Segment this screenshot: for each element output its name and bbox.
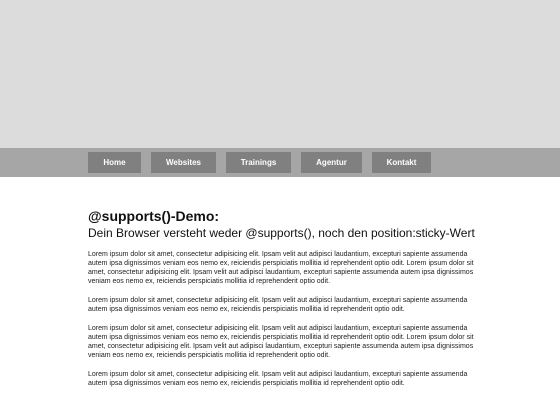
nav-item-trainings[interactable]: Trainings [226, 152, 291, 173]
paragraph: Lorem ipsum dolor sit amet, consectetur adipisicing elit. Ipsam velit aut adipisci laudantium, excepturi sapiente assumenda autem ipsa dignissimos veniam eos nemo ex, reiciendis perspiciatis mollitia id reprehenderit optio odit. [88, 297, 468, 313]
nav-list [88, 152, 431, 173]
header-banner [0, 0, 560, 148]
nav-item-websites[interactable]: Websites [151, 152, 216, 173]
paragraph: Lorem ipsum dolor sit amet, consectetur adipisicing elit. Ipsam velit aut adipisci laudantium, excepturi sapiente assumenda autem ipsa dignissimos veniam eos nemo ex, reiciendis perspiciatis mollitia id reprehenderit optio odit. Lorem ipsum dolor sit amet, consectetur adipisicing elit. Ipsam velit aut adipisci laudantium, excepturi sapiente assumenda autem ipsa dignissimos veniam eos nemo ex, reiciendis perspiciatis mollitia id reprehenderit optio odit. [88, 251, 474, 285]
nav-item-home[interactable]: Home [88, 152, 141, 173]
paragraph: Lorem ipsum dolor sit amet, consectetur adipisicing elit. Ipsam velit aut adipisci laudantium, excepturi sapiente assumenda autem ipsa dignissimos veniam eos nemo ex, reiciendis perspiciatis mollitia id reprehenderit optio odit. [88, 371, 468, 387]
page-title: @supports()-Demo: [88, 208, 220, 224]
paragraph: Lorem ipsum dolor sit amet, consectetur adipisicing elit. Ipsam velit aut adipisci laudantium, excepturi sapiente assumenda autem ipsa dignissimos veniam eos nemo ex, reiciendis perspiciatis mollitia id reprehenderit optio odit. Lorem ipsum dolor sit amet, consectetur adipisicing elit. Ipsam velit aut adipisci laudantium, excepturi sapiente assumenda autem ipsa dignissimos veniam eos nemo ex, reiciendis perspiciatis mollitia id reprehenderit optio odit. [88, 325, 474, 359]
paragraph-list [88, 250, 480, 388]
page-subtitle: Dein Browser versteht weder @supports(), noch den position:sticky-Wert [88, 226, 475, 240]
nav-item-agentur[interactable]: Agentur [301, 152, 362, 173]
nav-item-kontakt[interactable]: Kontakt [372, 152, 431, 173]
main-navbar [0, 148, 560, 177]
main-content [88, 208, 480, 388]
